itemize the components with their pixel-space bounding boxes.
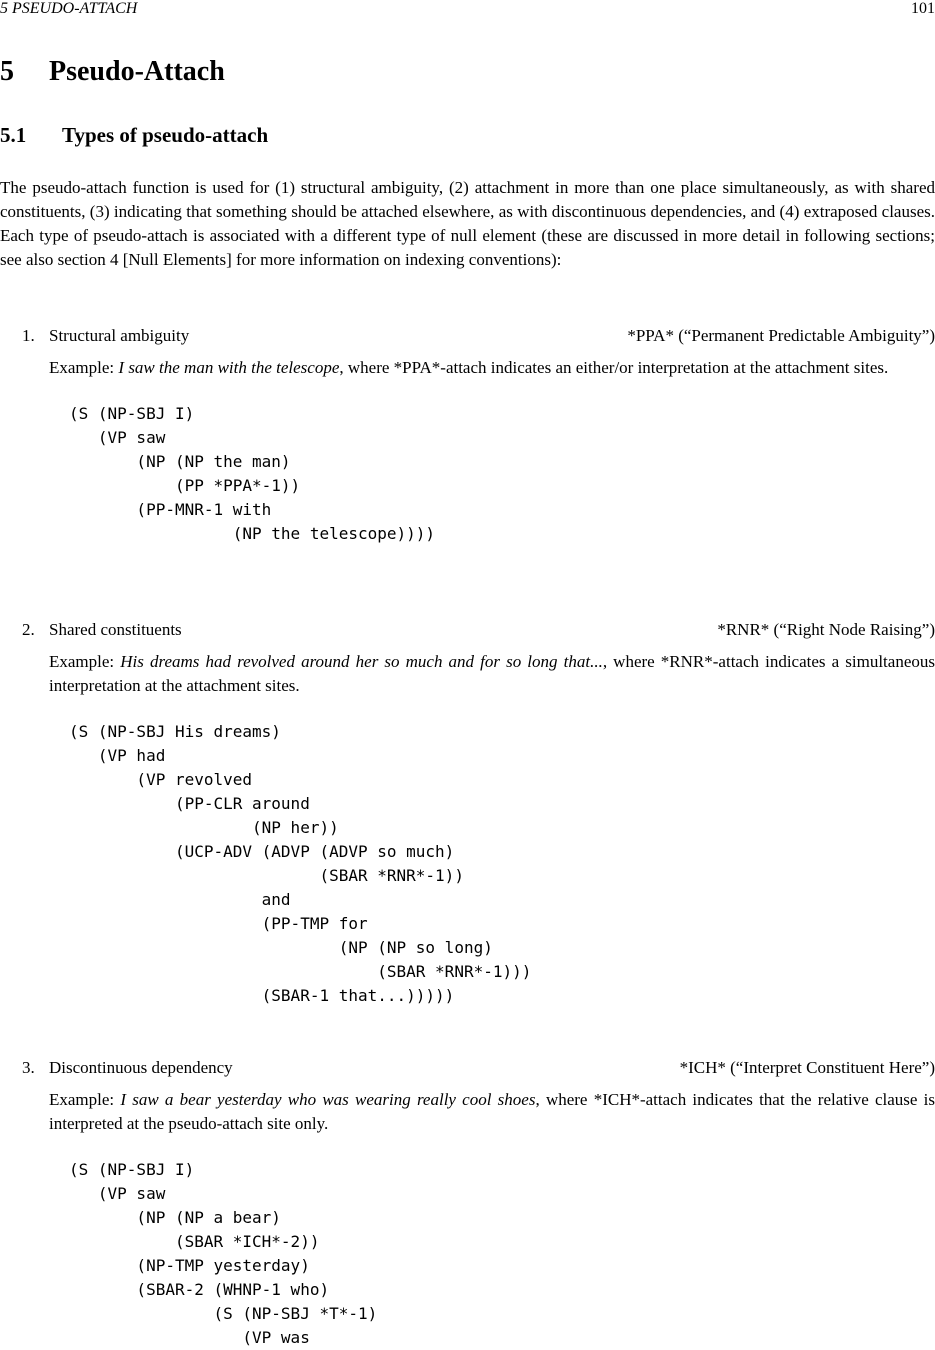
item-number: 1.	[22, 326, 35, 345]
section-heading	[0, 123, 268, 148]
example-sentence: His dreams had revolved around her so much and for so long that...	[120, 652, 603, 671]
example-sentence: I saw a bear yesterday who was wearing really cool shoes	[120, 1090, 536, 1109]
item-number: 3.	[22, 1058, 35, 1077]
section-number: 5.1	[0, 123, 27, 147]
item-heading	[0, 324, 935, 348]
list-item-discontinuous-dependency	[0, 1056, 935, 1350]
example-suffix: , where *PPA*-attach indicates an either/or interpretation at the attachment sites.	[339, 358, 889, 377]
example-prefix: Example:	[49, 652, 121, 671]
null-element-tag: *ICH* (“Interpret Constituent Here”)	[679, 1058, 935, 1077]
item-number: 2.	[22, 620, 35, 639]
example-text	[49, 1088, 935, 1136]
item-label: Discontinuous dependency	[49, 1058, 233, 1077]
example-prefix: Example:	[49, 1090, 121, 1109]
item-heading	[0, 1056, 935, 1080]
item-heading	[0, 618, 935, 642]
page-number: 101	[911, 0, 935, 17]
item-label: Structural ambiguity	[49, 326, 190, 345]
intro-paragraph: The pseudo-attach function is used for (1) structural ambiguity, (2) attachment in more than one place simultaneously, as with shared constituents, (3) indicating that something should be attached elsewhere, as with discontinuous dependencies, and (4) extraposed clauses. Each type of pseudo-attach is associated with a different type of null element (these are discussed in more detail in following sections; see also section 4 [Null Elements] for more information on indexing conventions):	[0, 178, 935, 269]
section-title: Types of pseudo-attach	[62, 123, 269, 147]
null-element-tag: *PPA* (“Permanent Predictable Ambiguity”)	[627, 326, 935, 345]
chapter-heading	[0, 56, 225, 88]
example-text	[49, 356, 935, 380]
parse-tree: (S (NP-SBJ His dreams) (VP had (VP revolved (PP-CLR around (NP her)) (UCP-ADV (ADVP (ADVP so much) (SBAR *RNR*-1)) and (PP-TMP for (NP (NP so long) (SBAR *RNR*-1))) (SBAR-1 that...)))))	[69, 722, 532, 1005]
list-item-shared-constituents	[0, 618, 935, 1008]
item-label: Shared constituents	[49, 620, 182, 639]
parse-tree: (S (NP-SBJ I) (VP saw (NP (NP a bear) (SBAR *ICH*-2)) (NP-TMP yesterday) (SBAR-2 (WHNP-1 who) (S (NP-SBJ *T*-1) (VP was	[69, 1160, 378, 1347]
example-suffix: , where *RNR*-attach indicates a simultaneous interpretation at the attachment sites.	[49, 652, 935, 695]
example-suffix: , where *ICH*-attach indicates that the relative clause is interpreted at the pseudo-attach site only.	[49, 1090, 935, 1133]
example-sentence: I saw the man with the telescope	[118, 358, 340, 377]
parse-tree: (S (NP-SBJ I) (VP saw (NP (NP the man) (PP *PPA*-1)) (PP-MNR-1 with (NP the telescope))))	[69, 404, 436, 543]
running-header-title: 5 PSEUDO-ATTACH	[0, 0, 138, 17]
example-text	[49, 650, 935, 698]
running-header	[0, 0, 935, 20]
null-element-tag: *RNR* (“Right Node Raising”)	[717, 620, 935, 639]
example-prefix: Example:	[49, 358, 119, 377]
chapter-title: Pseudo-Attach	[49, 56, 225, 87]
list-item-structural-ambiguity	[0, 324, 935, 546]
chapter-number: 5	[0, 56, 14, 87]
